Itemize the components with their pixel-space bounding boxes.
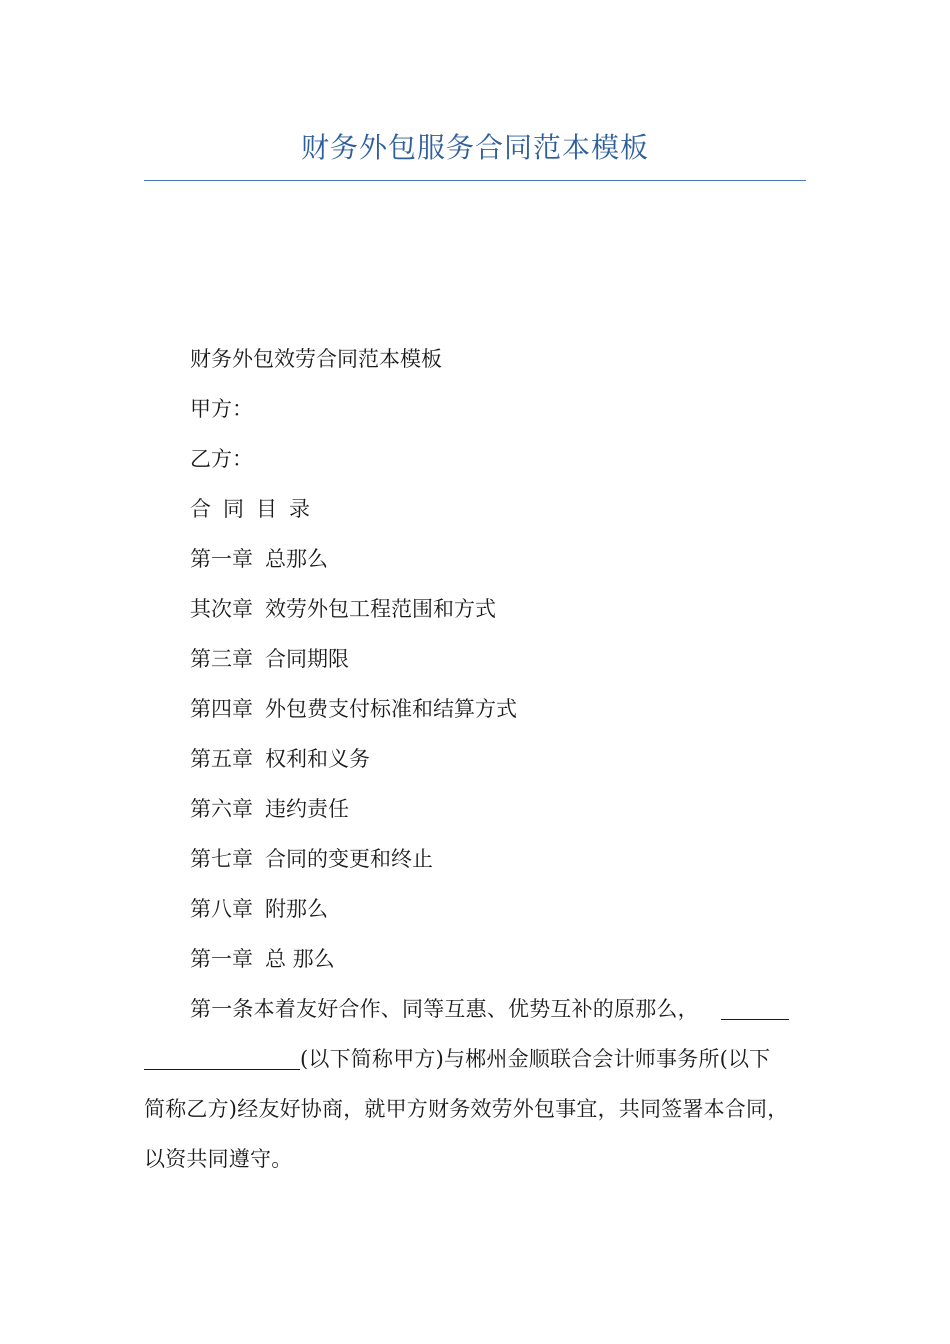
toc-chapter-number: 第七章	[190, 847, 253, 871]
toc-chapter-title: 总那么	[265, 547, 328, 571]
contract-subtitle: 财务外包效劳合同范本模板	[190, 347, 442, 371]
toc-chapter-number: 第八章	[190, 897, 253, 921]
paragraph-line	[144, 984, 806, 1034]
title-divider	[144, 180, 806, 181]
paragraph-line: 简称乙方)经友好协商，就甲方财务效劳外包事宜，共同签署本合同，	[144, 1097, 789, 1121]
toc-chapter-number: 第六章	[190, 797, 253, 821]
toc-item	[144, 634, 806, 684]
toc-item	[144, 834, 806, 884]
toc-chapter-number: 第五章	[190, 747, 253, 771]
article-1-paragraph	[144, 984, 806, 1184]
chapter-number: 第一章	[190, 947, 253, 971]
party-a-label: 甲方：	[190, 397, 253, 421]
toc-chapter-number: 其次章	[190, 597, 253, 621]
toc-chapter-title: 权利和义务	[265, 747, 370, 771]
party-b-label: 乙方：	[190, 447, 253, 471]
fill-in-blank	[144, 1068, 300, 1070]
article-1-text-1: 第一条本着友好合作、同等互惠、优势互补的原那么，	[190, 997, 699, 1021]
toc-chapter-title: 违约责任	[265, 797, 349, 821]
toc-chapter-title: 合同期限	[265, 647, 349, 671]
toc-item	[144, 684, 806, 734]
toc-chapter-title: 外包费支付标准和结算方式	[265, 697, 517, 721]
toc-chapter-title: 效劳外包工程范围和方式	[265, 597, 496, 621]
chapter-title: 总 那么	[265, 947, 335, 971]
document-title: 财务外包服务合同范本模板	[300, 131, 649, 164]
toc-item	[144, 584, 806, 634]
toc-heading: 合同目录	[190, 497, 322, 521]
toc-chapter-number: 第三章	[190, 647, 253, 671]
chapter-1-heading	[144, 934, 806, 984]
paragraph-line	[144, 1034, 806, 1084]
toc-item	[144, 884, 806, 934]
document-body	[144, 334, 806, 1184]
toc-item	[144, 784, 806, 834]
toc-chapter-number: 第四章	[190, 697, 253, 721]
paragraph-line: 以资共同遵守。	[144, 1147, 293, 1171]
article-1-text-2: (以下简称甲方)与郴州金顺联合会计师事务所(以下	[300, 1047, 771, 1071]
toc-chapter-number: 第一章	[190, 547, 253, 571]
toc-chapter-title: 合同的变更和终止	[265, 847, 433, 871]
toc-chapter-title: 附那么	[265, 897, 328, 921]
toc-item	[144, 534, 806, 584]
toc-item	[144, 734, 806, 784]
fill-in-blank	[721, 1018, 789, 1020]
table-of-contents	[144, 534, 806, 934]
